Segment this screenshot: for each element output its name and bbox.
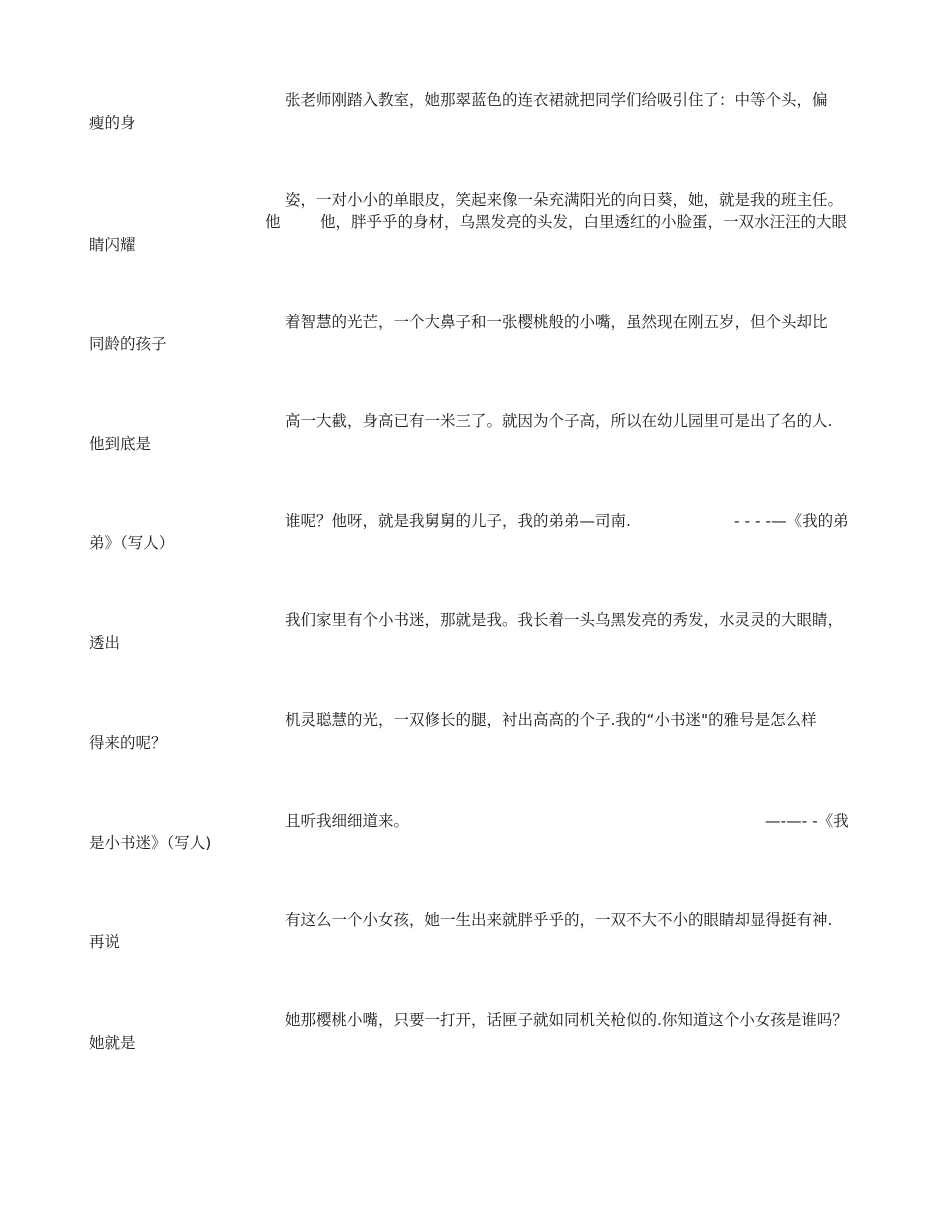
text-line-wrap: 弟》（写人） xyxy=(89,534,175,552)
text-line: 谁呢？他呀，就是我舅舅的儿子，我的弟弟—司南. xyxy=(285,512,631,530)
text-line: 她那樱桃小嘴，只要一打开，话匣子就如同机关枪似的.你知道这个小女孩是谁吗？ xyxy=(285,1011,848,1029)
attribution-line: —-—- -《我 xyxy=(765,812,849,830)
text-line: 有这么一个小女孩，她一生出来就胖乎乎的，一双不大不小的眼睛却显得挺有神. xyxy=(285,911,833,929)
text-line-aside: 他 xyxy=(265,213,281,231)
text-line: 姿，一对小小的单眼皮，笑起来像一朵充满阳光的向日葵，她，就是我的班主任。 xyxy=(285,191,844,209)
text-line-wrap: 得来的呢？ xyxy=(89,734,167,752)
attribution-line: - - - -—《我的弟 xyxy=(734,512,849,530)
text-line-wrap: 透出 xyxy=(89,634,121,652)
text-line: 张老师刚踏入教室，她那翠蓝色的连衣裙就把同学们给吸引住了：中等个头，偏 xyxy=(285,91,828,109)
text-line-wrap: 同龄的孩子 xyxy=(89,335,167,353)
text-line-wrap: 睛闪耀 xyxy=(89,236,136,254)
text-line: 且听我细细道来。 xyxy=(285,812,410,830)
text-line: 我们家里有个小书迷，那就是我。我长着一头乌黑发亮的秀发，水灵灵的大眼睛， xyxy=(285,611,844,629)
text-line: 着智慧的光芒，一个大鼻子和一张樱桃般的小嘴，虽然现在刚五岁，但个头却比 xyxy=(285,313,828,331)
text-line: 高一大截，身高已有一米三了。就因为个子高，所以在幼儿园里可是出了名的人. xyxy=(285,412,833,430)
text-line-wrap: 瘦的身 xyxy=(89,114,136,132)
text-line-wrap: 再说 xyxy=(89,933,121,951)
text-line: 机灵聪慧的光，一双修长的腿，衬出高高的个子.我的“小书迷"的雅号是怎么样 xyxy=(285,711,817,729)
text-line-wrap: 是小书迷》（写人) xyxy=(89,834,212,852)
text-line-wrap: 他到底是 xyxy=(89,435,152,453)
text-line: 他，胖乎乎的身材，乌黑发亮的头发，白里透红的小脸蛋，一双水汪汪的大眼 xyxy=(320,213,848,231)
text-line-wrap: 她就是 xyxy=(89,1034,136,1052)
